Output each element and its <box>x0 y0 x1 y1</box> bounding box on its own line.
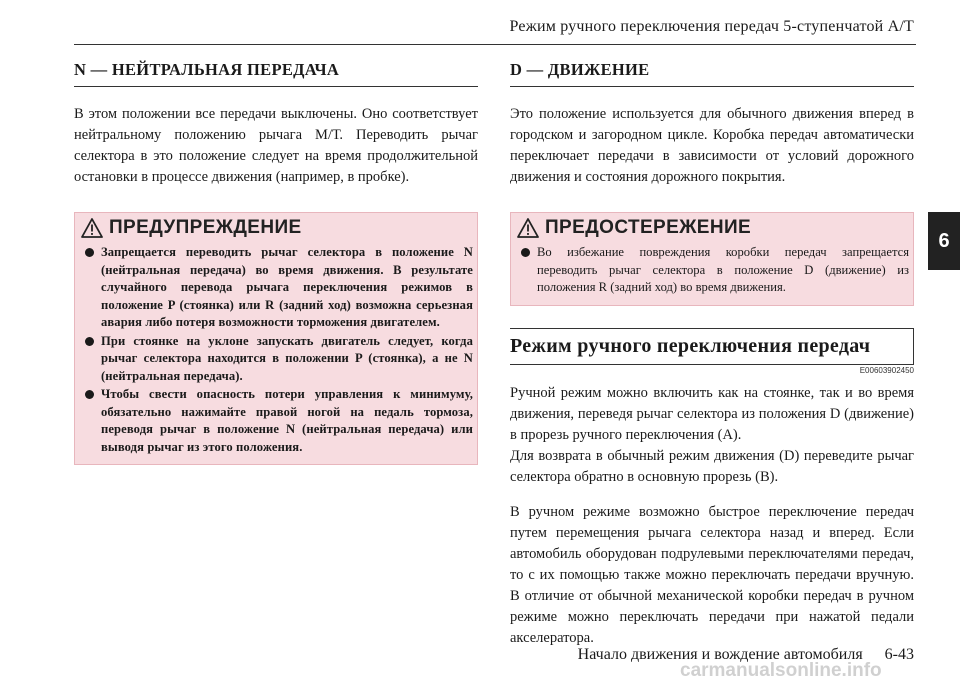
section-heading-neutral: N — НЕЙТРАЛЬНАЯ ПЕРЕДАЧА <box>74 58 478 87</box>
caution-header <box>511 213 913 243</box>
warning-item-text: Чтобы свести опасность потери управления к минимуму, обязательно нажимайте правой ногой на педаль тормоза, переводя рычаг в положение N (нейтральная передача) или выводя рычаг из этого положения. <box>101 387 473 454</box>
warning-item <box>81 386 473 456</box>
warning-item <box>81 333 473 386</box>
footer-section-title: Начало движения и вождение автомобиля <box>577 646 863 663</box>
left-column <box>74 58 478 465</box>
chapter-tab[interactable]: 6 <box>928 212 960 270</box>
bullet-icon <box>521 248 530 257</box>
caution-item <box>517 244 909 297</box>
bullet-icon <box>85 390 94 399</box>
warning-triangle-icon <box>81 218 103 238</box>
caution-title: ПРЕДОСТЕРЕЖЕНИЕ <box>545 217 752 238</box>
caution-item-text: Во избежание повреждения коробки передач запрещается переводить рычаг селектора в положение D (движение) из положения R (задний ход) во время движения. <box>537 245 909 294</box>
drive-paragraph: Это положение используется для обычного движения вперед в городском и загородном цикле. Коробка передач автоматически переключает передачи в зависимости от условий дорожного движения и состояния дорожного покрытия. <box>510 106 914 185</box>
manual-paragraph-1: Ручной режим можно включить как на стоянке, так и во время движения, переведя рычаг селектора из положения D (движение) в прорезь ручного переключения (A). <box>510 384 914 443</box>
manual-paragraph-3: В ручном режиме возможно быстрое переключение передач путем перемещения рычага селектора назад и вперед. Если автомобиль оборудован подрулевыми переключателями передач, то с их помощью также можно переключать передачи вручную. В отличие от обычной механической коробки передач в ручном режиме можно переключать передачи при нажатой педали акселератора. <box>510 503 914 646</box>
warning-item-text: При стоянке на уклоне запускать двигатель следует, когда рычаг селектора находится в положении P (стоянка), а не N (нейтральная передача). <box>101 333 473 383</box>
doc-code: E00603902450 <box>510 364 914 375</box>
watermark: carmanualsonline.info <box>680 660 882 681</box>
page-number: 6-43 <box>884 646 914 663</box>
bullet-icon <box>85 337 94 346</box>
neutral-paragraph: В этом положении все передачи выключены. Оно соответствует нейтральному положению рычага М/Т. Переводить рычаг селектора в это положение следует на время продолжительной остановки в процессе движения (например, в пробке). <box>74 106 478 185</box>
warning-list <box>75 244 477 464</box>
warning-item-text: Запрещается переводить рычаг селектора в положение N (нейтральная передача) во время движения. В результате случайного перевода рычага переключения режимов в положение P (стоянка) или R (задний ход) возможна серьезная авария либо потеря возможности торможения двигателем. <box>101 245 473 329</box>
warning-title: ПРЕДУПРЕЖДЕНИЕ <box>109 217 302 238</box>
caution-list <box>511 244 913 305</box>
right-column <box>510 58 914 649</box>
caution-box <box>510 212 914 306</box>
warning-item <box>81 244 473 332</box>
manual-paragraph-2: Для возврата в обычный режим движения (D) переведите рычаг селектора обратно в основную прорезь (B). <box>510 447 914 485</box>
bullet-icon <box>85 248 94 257</box>
running-title: Режим ручного переключения передач 5-ступенчатой А/Т <box>509 18 914 35</box>
warning-header <box>75 213 477 243</box>
header-rule <box>74 44 916 45</box>
subsection-heading-manual-mode: Режим ручного переключения передач <box>510 328 914 364</box>
warning-box <box>74 212 478 465</box>
section-heading-drive: D — ДВИЖЕНИЕ <box>510 58 914 87</box>
caution-triangle-icon <box>517 218 539 238</box>
